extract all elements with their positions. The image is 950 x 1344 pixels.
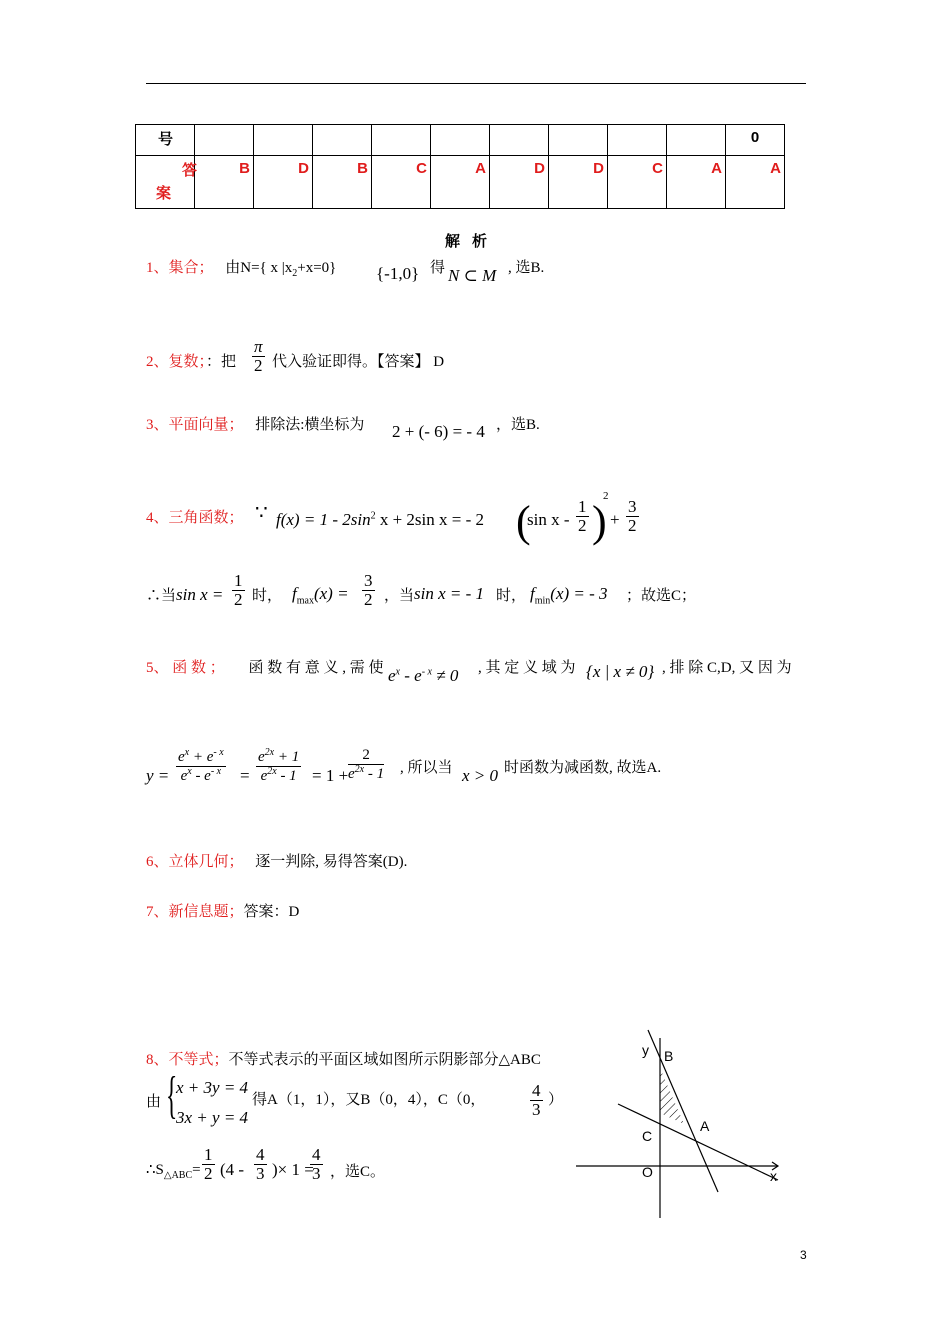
item-2-fraction: $\frac{\pi}{2}$ [254,337,263,375]
answer-cell: C [608,156,667,209]
answer-cell: D [549,156,608,209]
item-1-relation: N ⊂ M [448,266,497,285]
item-7: 7、新信息题；答案：D [146,904,300,920]
table-cell: 0 [726,125,785,156]
item-5-set: {x | x ≠ 0} [586,662,655,681]
header-rule [146,83,806,84]
label-O: O [642,1164,653,1180]
item-5-function: y = [146,766,170,785]
page-number: 3 [800,1248,807,1262]
item-3: 3、平面向量； 排除法:横坐标为 [146,417,365,433]
answer-table [135,124,785,209]
table-header-cell: 答 案 [136,156,195,209]
region-diagram [572,1028,782,1224]
answer-cell: D [254,156,313,209]
table-row [136,156,785,209]
item-8-system-eq1: x + 3y = 4 [176,1078,249,1097]
item-5-expr: $e^x - e^{- x} \ne 0$ [388,666,459,685]
answer-cell: A [726,156,785,209]
label-C: C [642,1128,653,1144]
item-2: 2、复数；：把 [146,354,237,370]
item-1: 1、集合； 由N={ x $|x_2+x=0$} [146,260,337,279]
label-A: A [700,1118,710,1134]
item-4-expr: $f(x) = 1 - 2\sin^2$ x + 2sin x = - 2 [276,510,484,529]
item-4-conclusion: ∴当sin x = [146,585,224,604]
table-header-cell: 号 [136,125,195,156]
label-x: x [770,1168,777,1184]
table-row [136,125,785,156]
label-y: y [642,1042,649,1058]
answer-cell: A [431,156,490,209]
answer-cell: C [372,156,431,209]
label-B: B [664,1048,674,1064]
item-3-expr: 2 + (- 6) = - 4 [392,422,485,441]
answer-cell: D [490,156,549,209]
item-4-label: 4、三角函数； [146,510,244,526]
item-5: 5、 函 数 ； 函 数 有 意 义 , 需 使 [146,660,384,676]
item-8-area: $\therefore S_{\triangle ABC}=$ [146,1162,201,1181]
item-8-system-eq2: 3x + y = 4 [176,1108,249,1127]
line-3x-plus-y [648,1030,718,1192]
answer-cell: A [667,156,726,209]
shaded-region [660,1068,684,1124]
section-heading: 解析 [445,234,500,250]
item-6: 6、立体几何； 逐一判除, 易得答案(D). [146,854,408,870]
item-8: 8、不等式；不等式表示的平面区域如图所示阴影部分△ABC [146,1052,541,1068]
item-1-set: {-1,0} [376,264,420,283]
inequality-region-figure [572,1028,782,1224]
answer-cell: B [195,156,254,209]
answer-cell: B [313,156,372,209]
